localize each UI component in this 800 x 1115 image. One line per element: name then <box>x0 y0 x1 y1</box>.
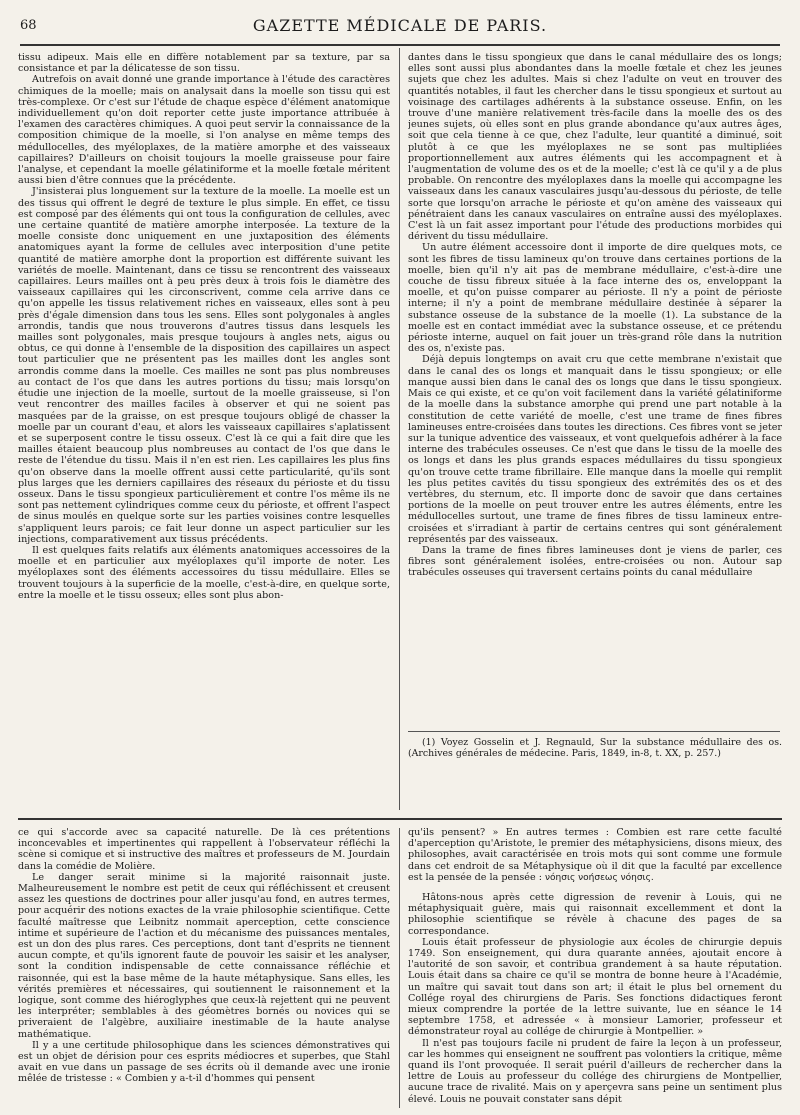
column-divider-bottom <box>399 828 400 1108</box>
bottom-left-column <box>18 827 390 1109</box>
running-title: GAZETTE MÉDICALE DE PARIS. <box>252 16 548 35</box>
footnote-rule <box>408 731 780 732</box>
paragraph-text: qu'ils pensent? » En autres termes : Combien est rare cette faculté d'aperception qu'Aristote, le premier des métaphysiciens, disons mieux, des philosophes, avait caractérisée en trois mots qui sont comme une formule dans cet endroit de sa Métaphysique où il dit que la faculté par excellence est la pensée de la pensée : <box>408 827 782 883</box>
greek-quote: νόησις νοήσεως νόησις. <box>545 872 654 883</box>
paragraph: ce qui s'accorde avec sa capacité naturelle. De là ces prétentions inconcevables et impertinentes qui rappellent à l'observateur réfléchi la scène si comique et si instructive des maîtres et professeurs de M. Jourdain dans la comédie de Molière. <box>18 827 390 872</box>
paragraph: Il est quelques faits relatifs aux éléments anatomiques accessoires de la moelle et en particulier aux myéloplaxes qu'il importe de noter. Les myéloplaxes sont des éléments accessoires du tissu médullaire. Elles se trouvent toujours à la superficie de la moelle, c'est-à-dire, en quelque sorte, entre la moelle et le tissu osseux; elles sont plus abon- <box>18 544 390 601</box>
paragraph: tissu adipeux. Mais elle en diffère notablement par sa texture, par sa consistance et par la délicatesse de son tissu. <box>18 52 390 75</box>
bottom-right-column <box>408 827 782 1109</box>
top-right-column <box>408 52 782 812</box>
paragraph: Hâtons-nous après cette digression de revenir à Louis, qui ne métaphysiquait guère, mais qui raisonnait excellemment et dont la philosophie scientifique se révèle à chacune des pages de sa correspondance. <box>408 892 782 937</box>
column-divider-top <box>399 48 400 810</box>
page-header <box>20 14 780 46</box>
paragraph: Autrefois on avait donné une grande importance à l'étude des caractères chimiques de la moelle; mais on analysait dans la moelle son tissu qui est très-complexe. Or c'est sur l'étude de chaque espèce d'élément anatomique individuellement qu'on doit reporter cette juste importance attribuée à l'examen des caractères chimiques. A quoi peut servir la connaissance de la composition chimique de la moelle, si l'on analyse en même temps des médullocelles, des myéloplaxes, de la matière amorphe et des vaisseaux capillaires? D'ailleurs on choisit toujours la moelle graisseuse pour faire l'analyse, et cependant la moelle gélatiniforme et la moelle fœtale méritent aussi bien d'être connues que la précédente. <box>18 74 390 187</box>
paragraph: Un autre élément accessoire dont il importe de dire quelques mots, ce sont les fibres de tissu lamineux qu'on trouve dans certaines portions de la moelle, bien qu'il n'y ait pas de membrane médullaire, c'est-à-dire une couche de tissu fibreux située à la face interne des os, enveloppant la moelle, et qu'on puisse comparer au périoste. Il n'y a point de périoste interne; il n'y a point de membrane médullaire destinée à séparer la substance osseuse de la substance de la moelle (1). La substance de la moelle est en contact immédiat avec la substance osseuse, et ce prétendu périoste interne, auquel on fait jouer un très-grand rôle dans la nutrition des os, n'existe pas. <box>408 242 782 355</box>
paragraph: Il y a une certitude philosophique dans les sciences démonstratives qui est un objet de dérision pour ces esprits médiocres et superbes, que Stahl avait en vue dans un passage de ses écrits où il demande avec une ironie mêlée de tristesse : « Combien y a-t-il d'hommes qui pensent <box>18 1039 390 1085</box>
page-number: 68 <box>20 18 37 33</box>
section-divider <box>18 818 782 820</box>
paragraph: J'insisterai plus longuement sur la texture de la moelle. La moelle est un des tissus qui offrent le degré de texture le plus simple. En effet, ce tissu est composé par des éléments qui ont tous la configuration de cellules, avec une certaine quantité de matière amorphe interposée. La texture de la moelle consiste donc uniquement en une juxtaposition des éléments anatomiques ayant la forme de cellules avec interposition d'une petite quantité de matière amorphe dont la proportion est différente suivant les variétés de moelle. Maintenant, dans ce tissu se rencontrent des vaisseaux capillaires. Leurs mailles ont à peu près deux à trois fois le diamètre des vaisseaux capillaires qui les circonscrivent, comme cela arrive dans ce qu'on appelle les tissus relativement riches en vaisseaux, elles sont à peu près d'égale dimension dans tous les sens. Elles sont polygonales à angles arrondis, tandis que nous trouverons d'autres tissus dans lesquels les mailles sont polygonales, mais presque toujours à angles nets, aigus ou obtus, ce qui donne à l'ensemble de la disposition des capillaires un aspect tout particulier que ne présentent pas les mailles dont les angles sont arrondis comme dans la moelle. Ces mailles ne sont pas plus nombreuses au contact de l'os que dans les autres portions du tissu; mais lorsqu'on étudie une injection de la moelle, surtout de la moelle graisseuse, si l'on veut rencontrer des mailles faciles à observer et qui ne soient pas masquées par de la graisse, on est presque toujours obligé de chasser la moelle par un courant d'eau, et alors les vaisseaux capillaires s'aplatissent et se superposent contre le tissu osseux. C'est là ce qui a fait dire que les mailles étaient beaucoup plus nombreuses au contact de l'os que dans le reste de l'étendue du tissu. Mais il n'en est rien. Les capillaires les plus fins qu'on observe dans la moelle offrent aussi cette particularité, qu'ils sont plus larges que les derniers capillaires des réseaux du périoste et du tissu osseux. Dans le tissu spongieux particulièrement et contre l'os même ils ne sont pas nettement cylindriques comme ceux du périoste, et offrent l'aspect de sinus moulés en quelque sorte sur les parties voisines contre lesquelles s'appliquent leurs parois; ce fait leur donne un aspect particulier sur les injections, comparativement aux tissus précédents. <box>18 186 390 545</box>
paragraph: Il n'est pas toujours facile ni prudent de faire la leçon à un professeur, car les hommes qui enseignent ne souffrent pas volontiers la critique, même quand ils l'ont provoquée. Il serait puéril d'ailleurs de rechercher dans la lettre de Louis au professeur du collége des chirurgiens de Montpellier, aucune trace de rivalité. Mais on y aperçevra sans peine un sentiment plus élevé. Louis ne pouvait constater sans dépit <box>408 1037 782 1105</box>
top-left-column <box>18 52 390 812</box>
paragraph: Dans la trame de fines fibres lamineuses dont je viens de parler, ces fibres sont généralement isolées, entre-croisées ou non. Autour sap trabécules osseuses qui traversent certains points du canal médullaire <box>408 544 782 579</box>
paragraph: Déjà depuis longtemps on avait cru que cette membrane n'existait que dans le canal des os longs et manquait dans le tissu spongieux; or elle manque aussi bien dans le canal des os longs que dans le tissu spongieux. Mais ce qui existe, et ce qu'on voit facilement dans la variété gélatiniforme de la moelle dans la substance amorphe qui prend une part notable à la constitution de cette variété de moelle, c'est une trame de fines fibres lamineuses entre-croisées dans toutes les directions. Ces fibres vont se jeter sur la tunique adventice des vaisseaux, et vont quelquefois adhérer à la face interne des trabécules osseuses. Ce n'est que dans le tissu de la moelle des os longs et dans les plus grands espaces médullaires du tissu spongieux qu'on trouve cette trame fibrillaire. Elle manque dans la moelle qui remplit les plus petites cavités du tissu spongieux des extrémités des os et des vertèbres, du sternum, etc. Il importe donc de savoir que dans certaines portions de la moelle on peut trouver entre les autres éléments, entre les médullocelles surtout, une trame de fines fibres de tissu lamineux entre-croisées et s'irradiant à partir de certains centres qui sont généralement représentés par des vaisseaux. <box>408 354 782 545</box>
paragraph <box>408 827 782 884</box>
paragraph: dantes dans le tissu spongieux que dans le canal médullaire des os longs; elles sont aussi plus abondantes dans la moelle fœtale et chez les jeunes sujets que chez les adultes. Mais si chez l'adulte on veut en trouver des quantités notables, il faut les chercher dans le tissu spongieux et surtout au voisinage des cartilages adhérents à la substance osseuse. Enfin, on les trouve d'une manière relativement très-facile dans la moelle des os des jeunes sujets, où elles sont en plus grande abondance qu'aux autres âges, soit que cela tienne à ce que, chez l'adulte, leur quantité a diminué, soit plutôt à ce que les myéloplaxes ne se sont pas multipliées proportionnellement aux autres éléments qui les accompagnent et à l'augmentation de volume des os et de la moelle; c'est là ce qu'il y a de plus probable. On rencontre des myéloplaxes dans la moelle qui accompagne les vaisseaux dans les canaux vasculaires jusqu'au-dessous du périoste, de telle sorte que lorsqu'on arrache le périoste et qu'on amène des vaisseaux qui pénétraient dans les canaux vasculaires on entraîne aussi des myéloplaxes. C'est là un fait assez important pour l'étude des productions morbides qui dérivent du tissu médullaire. <box>408 52 782 243</box>
footnote: (1) Voyez Gosselin et J. Regnauld, Sur la substance médullaire des os. (Archives générales de médecine. Paris, 1849, in-8, t. XX, p. 257.) <box>408 737 782 759</box>
paragraph: Le danger serait minime si la majorité raisonnait juste. Malheureusement le nombre est petit de ceux qui réfléchissent et creusent assez les questions de doctrines pour aller jusqu'au fond, en autres termes, pour acquérir des notions exactes de la vraie philosophie scientifique. Cette faculté maîtresse que Leibnitz nommait aperception, cette conscience intime et supérieure de l'action et du mécanisme des puissances mentales, est un don des plus rares. Ces perceptions, dont tant d'esprits ne tiennent aucun compte, et qu'ils ignorent faute de pouvoir les saisir et les analyser, sont la condition indispensable de cette connaissance réfléchie et raisonnée, qui est la base même de la haute métaphysique. Sans elles, les vérités premières et nécessaires, qui soutiennent le raisonnement et la logique, sont comme des hiéroglyphes que ceux-là rejettent qui ne peuvent les interpréter; semblables à des géomètres bornés ou novices qui se priveraient de l'algèbre, auxiliaire inestimable de la haute analyse mathématique. <box>18 871 390 1040</box>
paragraph: Louis était professeur de physiologie aux écoles de chirurgie depuis 1749. Son enseignement, qui dura quarante années, ajoutait encore à l'autorité de son savoir, et contribua grandement à sa haute réputation. Louis était dans sa chaire ce qu'il se montra de bonne heure à l'Académie, un maître qui savait tout dans son art; il était le plus bel ornement du Collége royal des chirurgiens de Paris. Ses fonctions didactiques feront mieux comprendre la portée de la lettre suivante, lue en séance le 14 septembre 1758, et adressée « à monsieur Lamorier, professeur et démonstrateur royal au collége de chirurgie à Montpellier. » <box>408 936 782 1038</box>
